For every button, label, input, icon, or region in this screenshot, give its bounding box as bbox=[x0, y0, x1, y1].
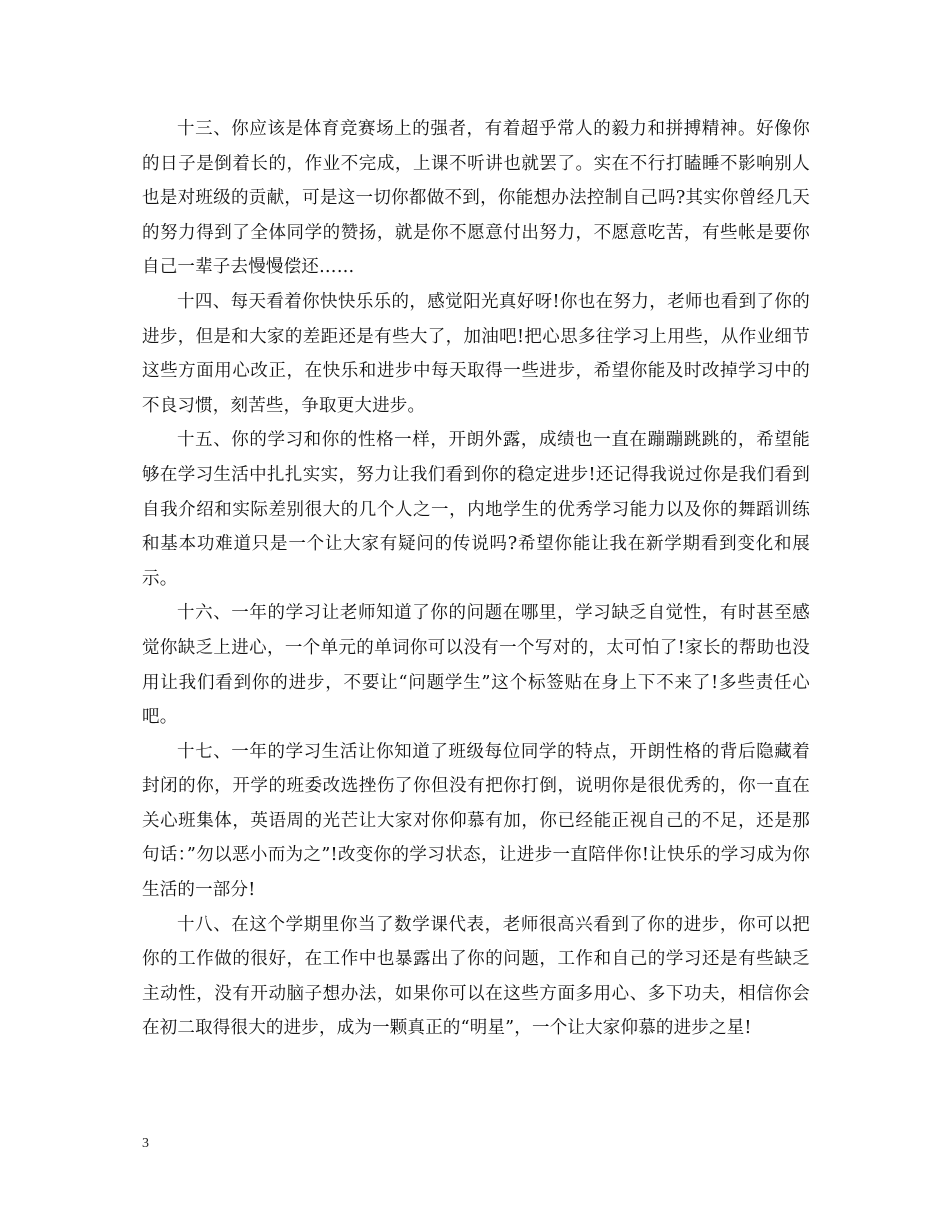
document-body bbox=[142, 112, 810, 1046]
paragraph-15: 十五、你的学习和你的性格一样，开朗外露，成绩也一直在蹦蹦跳跳的，希望能够在学习生活中扎扎实实，努力让我们看到你的稳定进步!还记得我说过你是我们看到自我介绍和实际差别很大的几个人之一，内地学生的优秀学习能力以及你的舞蹈训练和基本功难道只是一个让大家有疑问的传说吗?希望你能让我在新学期看到变化和展示。 bbox=[142, 430, 810, 589]
page-number: 3 bbox=[142, 1136, 149, 1151]
paragraph-17: 十七、一年的学习生活让你知道了班级每位同学的特点，开朗性格的背后隐藏着封闭的你，开学的班委改选挫伤了你但没有把你打倒，说明你是很优秀的，你一直在关心班集体，英语周的光芒让大家对你仰慕有加，你已经能正视自己的不足，还是那句话：”勿以恶小而为之”!改变你的学习状态，让进步一直陪伴你!让快乐的学习成为你生活的一部分! bbox=[142, 741, 810, 901]
paragraph-16: 十六、一年的学习让老师知道了你的问题在哪里，学习缺乏自觉性，有时甚至感觉你缺乏上进心，一个单元的单词你可以没有一个写对的，太可怕了!家长的帮助也没用让我们看到你的进步，不要让“问题学生”这个标签贴在身上下不来了!多些责任心吧。 bbox=[142, 603, 810, 728]
paragraph-13: 十三、你应该是体育竞赛场上的强者，有着超乎常人的毅力和拼搏精神。好像你的日子是倒着长的，作业不完成，上课不听讲也就罢了。实在不行打瞌睡不影响别人也是对班级的贡献，可是这一切你都做不到，你能想办法控制自己吗?其实你曾经几天的努力得到了全体同学的赞扬，就是你不愿意付出努力，不愿意吃苦，有些帐是要你自己一辈子去慢慢偿还…… bbox=[142, 119, 810, 278]
paragraph-14: 十四、每天看着你快快乐乐的，感觉阳光真好呀!你也在努力，老师也看到了你的进步，但是和大家的差距还是有些大了，加油吧!把心思多往学习上用些，从作业细节这些方面用心改正，在快乐和进步中每天取得一些进步，希望你能及时改掉学习中的不良习惯，刻苦些，争取更大进步。 bbox=[142, 291, 810, 416]
paragraph-18: 十八、在这个学期里你当了数学课代表，老师很高兴看到了你的进步，你可以把你的工作做的很好，在工作中也暴露出了你的问题，工作和自己的学习还是有些缺乏主动性，没有开动脑子想办法，如果你可以在这些方面多用心、多下功夫，相信你会在初二取得很大的进步，成为一颗真正的“明星”，一个让大家仰慕的进步之星! bbox=[142, 914, 810, 1039]
